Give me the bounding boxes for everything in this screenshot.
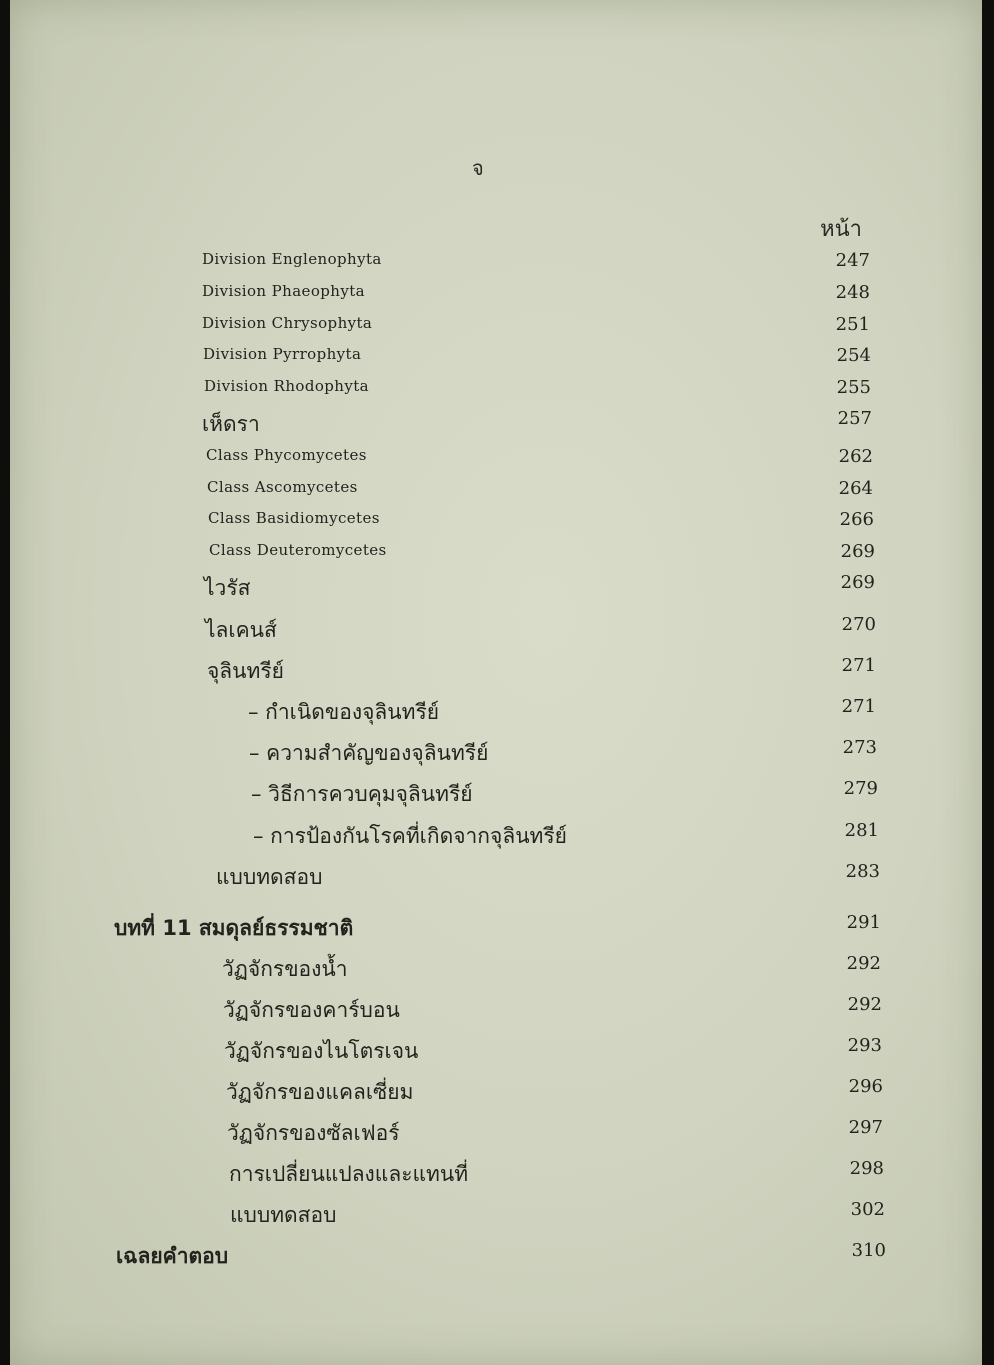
toc-entry-page: 296 <box>848 1076 883 1097</box>
toc-entry-page: 298 <box>849 1158 884 1179</box>
toc-entry-page: 283 <box>845 861 880 882</box>
toc-entry <box>10 1076 982 1106</box>
toc-chapter-heading <box>10 912 982 942</box>
toc-entry-title: Division Chrysophyta <box>202 314 373 332</box>
toc-entry <box>10 1199 982 1229</box>
toc-entry-title: Class Basidiomycetes <box>208 509 380 527</box>
toc-entry-title: Division Pyrrophyta <box>203 345 362 363</box>
toc-entry-title: Class Ascomycetes <box>207 478 358 496</box>
toc-entry-page: 281 <box>844 820 879 841</box>
toc-entry <box>10 861 982 891</box>
toc-entry-title: บทที่ 11 สมดุลย์ธรรมชาติ <box>114 916 354 940</box>
toc-entry-page: 302 <box>850 1199 885 1220</box>
toc-entry-title: Division Englenophyta <box>202 250 382 268</box>
toc-entry-page: 292 <box>846 953 881 974</box>
toc-entry <box>10 820 982 850</box>
toc-entry-title: วัฏจักรของไนโตรเจน <box>224 1039 419 1063</box>
toc-entry <box>10 1158 982 1188</box>
toc-entry-page: 292 <box>847 994 882 1015</box>
toc-entry-title: – กำเนิดของจุลินทรีย์ <box>248 700 440 724</box>
toc-entry-title: วัฏจักรของซัลเฟอร์ <box>227 1121 400 1145</box>
toc-entry <box>10 408 982 438</box>
toc-entry <box>10 953 982 983</box>
toc-entry-page: 251 <box>835 314 870 335</box>
toc-entry-title: วัฏจักรของคาร์บอน <box>223 998 400 1022</box>
toc-entry-page: 248 <box>835 282 870 303</box>
toc-entry <box>10 478 982 508</box>
toc-entry-title: แบบทดสอบ <box>230 1203 337 1227</box>
toc-entry-page: 266 <box>839 509 874 530</box>
toc-entry <box>10 614 982 644</box>
page-column-label: หน้า <box>820 217 862 242</box>
toc-entry <box>10 696 982 726</box>
toc-entry-title: Division Phaeophyta <box>202 282 365 300</box>
toc-entry-title: Class Phycomycetes <box>206 446 367 464</box>
toc-entry <box>10 446 982 476</box>
toc-entry <box>10 655 982 685</box>
toc-entry-page: 264 <box>838 478 873 499</box>
toc-entry-page: 269 <box>840 541 875 562</box>
toc-entry <box>10 509 982 539</box>
toc-entry <box>10 282 982 312</box>
toc-entry-title: จุลินทรีย์ <box>207 659 284 683</box>
toc-entry-title: วัฏจักรของแคลเซี่ยม <box>226 1080 414 1104</box>
toc-entry-title: – ความสำคัญของจุลินทรีย์ <box>249 741 489 765</box>
toc-entry-title: Division Rhodophyta <box>204 377 369 395</box>
toc-entry-page: 269 <box>840 572 875 593</box>
toc-entry <box>10 778 982 808</box>
toc-entry <box>10 314 982 344</box>
toc-entry <box>10 250 982 280</box>
toc-entry <box>10 994 982 1024</box>
toc-entry-page: 270 <box>841 614 876 635</box>
toc-entry-page: 255 <box>836 377 871 398</box>
toc-entry-title: – วิธีการควบคุมจุลินทรีย์ <box>251 782 473 806</box>
toc-entry <box>10 737 982 767</box>
toc-entry-page: 247 <box>835 250 870 271</box>
toc-entry-page: 279 <box>843 778 878 799</box>
toc-chapter-heading <box>10 1240 982 1270</box>
toc-entry-title: Class Deuteromycetes <box>209 541 387 559</box>
toc-entry-page: 254 <box>836 345 871 366</box>
toc-entry-page: 291 <box>846 912 881 933</box>
toc-entry-page: 262 <box>838 446 873 467</box>
toc-entry-page: 271 <box>841 655 876 676</box>
toc-entry <box>10 1035 982 1065</box>
toc-entry <box>10 345 982 375</box>
toc-entry <box>10 1117 982 1147</box>
toc-entry-title: เห็ดรา <box>202 412 260 436</box>
toc-entry-title: ไลเคนส์ <box>205 618 277 642</box>
document-page <box>10 0 982 1365</box>
toc-entry-page: 297 <box>848 1117 883 1138</box>
toc-entry-title: ไวรัส <box>204 576 251 600</box>
toc-entry-title: – การป้องกันโรคที่เกิดจากจุลินทรีย์ <box>253 824 567 848</box>
page-number: จ <box>472 156 484 180</box>
toc-entry-page: 273 <box>842 737 877 758</box>
toc-entry-page: 257 <box>837 408 872 429</box>
toc-entry-title: เฉลยคำตอบ <box>116 1244 229 1268</box>
toc-entry-page: 310 <box>851 1240 886 1261</box>
toc-entry <box>10 572 982 602</box>
toc-entry-title: การเปลี่ยนแปลงและแทนที่ <box>229 1162 469 1186</box>
toc-entry <box>10 377 982 407</box>
toc-entry-page: 271 <box>841 696 876 717</box>
toc-entry <box>10 541 982 571</box>
toc-entry-title: วัฏจักรของน้ำ <box>222 957 348 981</box>
toc-entry-title: แบบทดสอบ <box>216 865 323 889</box>
toc-entry-page: 293 <box>847 1035 882 1056</box>
